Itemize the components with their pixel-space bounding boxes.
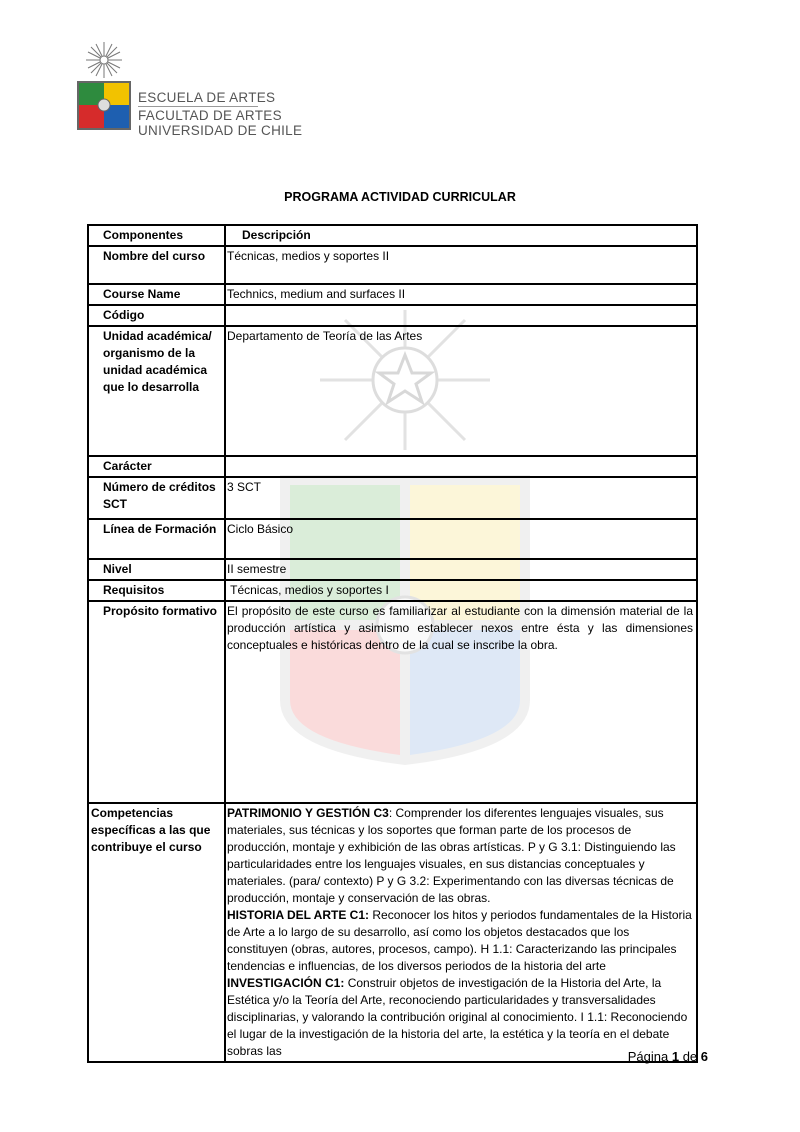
table-row [88,284,697,305]
competencia-text: Reconocer los hitos y periodos fundamentales de la Historia de Arte a lo largo de su desarrollo, así como los objetos destacados que los constituyen (obras, autores, procesos, campo). H 1.1: Caracterizando las principales tendencias e influencias, de los diversos periodos de la historia del arte [227,908,692,973]
page-prefix: Página [627,1049,672,1064]
logo-faculty-name: FACULTAD DE ARTES [138,108,282,123]
row-value: Technics, medium and surfaces II [225,284,697,305]
table-row [88,326,697,456]
competencias-row [88,803,697,1062]
table-header-row [88,225,697,246]
page-of: de [679,1049,701,1064]
table-row [88,559,697,580]
row-label: Nivel [88,559,225,580]
row-label: Propósito formativo [88,601,225,803]
row-value: Técnicas, medios y soportes I [225,580,697,601]
table-row [88,601,697,803]
competencia-heading: PATRIMONIO Y GESTIÓN C3 [227,806,389,820]
row-value [225,305,697,326]
row-label: Nombre del curso [88,246,225,284]
row-label: Carácter [88,456,225,477]
table-row [88,580,697,601]
table-row [88,456,697,477]
row-value [225,456,697,477]
header-descripcion: Descripción [225,225,697,246]
competencia-heading: HISTORIA DEL ARTE C1: [227,908,370,922]
row-value: 3 SCT [225,477,697,519]
row-label: Número de créditos SCT [88,477,225,519]
competencia-block [227,907,693,975]
competencia-text: : Comprender los diferentes lenguajes visuales, sus materiales, sus técnicas y los soportes que forman parte de los procesos de producción, montaje y exhibición de las obras artísticas. P y G 3.1: Distinguiendo las particularidades entre los lenguajes visuales, en sus distancias conceptuales y materiales. (para/ contexto) P y G 3.2: Experimentando con las diversas técnicas de producción, montaje y conservación de las obras. [227,806,676,905]
row-value: El propósito de este curso es familiarizar al estudiante con la dimensión material de la producción artística y asimismo establecer nexos entre ésta y las dimensiones conceptuales e históricas dentro de la cual se inscribe la obra. [225,601,697,803]
row-label: Unidad académica/ organismo de la unidad académica que lo desarrolla [88,326,225,456]
current-page: 1 [671,1049,680,1064]
competencia-block [227,975,693,1060]
competencias-value [225,803,697,1062]
school-logo [72,40,303,138]
row-label: Course Name [88,284,225,305]
logo-school-name: ESCUELA DE ARTES [138,90,276,105]
competencia-text: Construir objetos de investigación de la Historia del Arte, la Estética y/o la Teoría del Arte, reconociendo particularidades y transversalidades disciplinarias, y valorando la contribución original al conocimiento. I 1.1: Reconociendo el lugar de la investigación de la historia del arte, la estética y la teoría en el debate sobras las [227,976,688,1058]
row-label: Código [88,305,225,326]
header-componentes: Componentes [88,225,225,246]
row-value: Ciclo Básico [225,519,697,559]
curriculum-table [87,224,698,1063]
row-value: Departamento de Teoría de las Artes [225,326,697,456]
competencia-heading: INVESTIGACIÓN C1: [227,976,345,990]
table-row [88,246,697,284]
logo-university-name: UNIVERSIDAD DE CHILE [138,123,303,138]
row-label: Requisitos [88,580,225,601]
page-number [628,1049,708,1064]
competencia-block [227,805,693,907]
table-row [88,477,697,519]
table-row [88,519,697,559]
university-crest-icon [72,40,136,135]
row-label: Línea de Formación [88,519,225,559]
row-value: II semestre [225,559,697,580]
table-row [88,305,697,326]
total-pages: 6 [700,1049,708,1064]
row-value: Técnicas, medios y soportes II [225,246,697,284]
competencias-label: Competencias específicas a las que contribuye el curso [88,803,225,1062]
document-title: PROGRAMA ACTIVIDAD CURRICULAR [284,190,516,204]
